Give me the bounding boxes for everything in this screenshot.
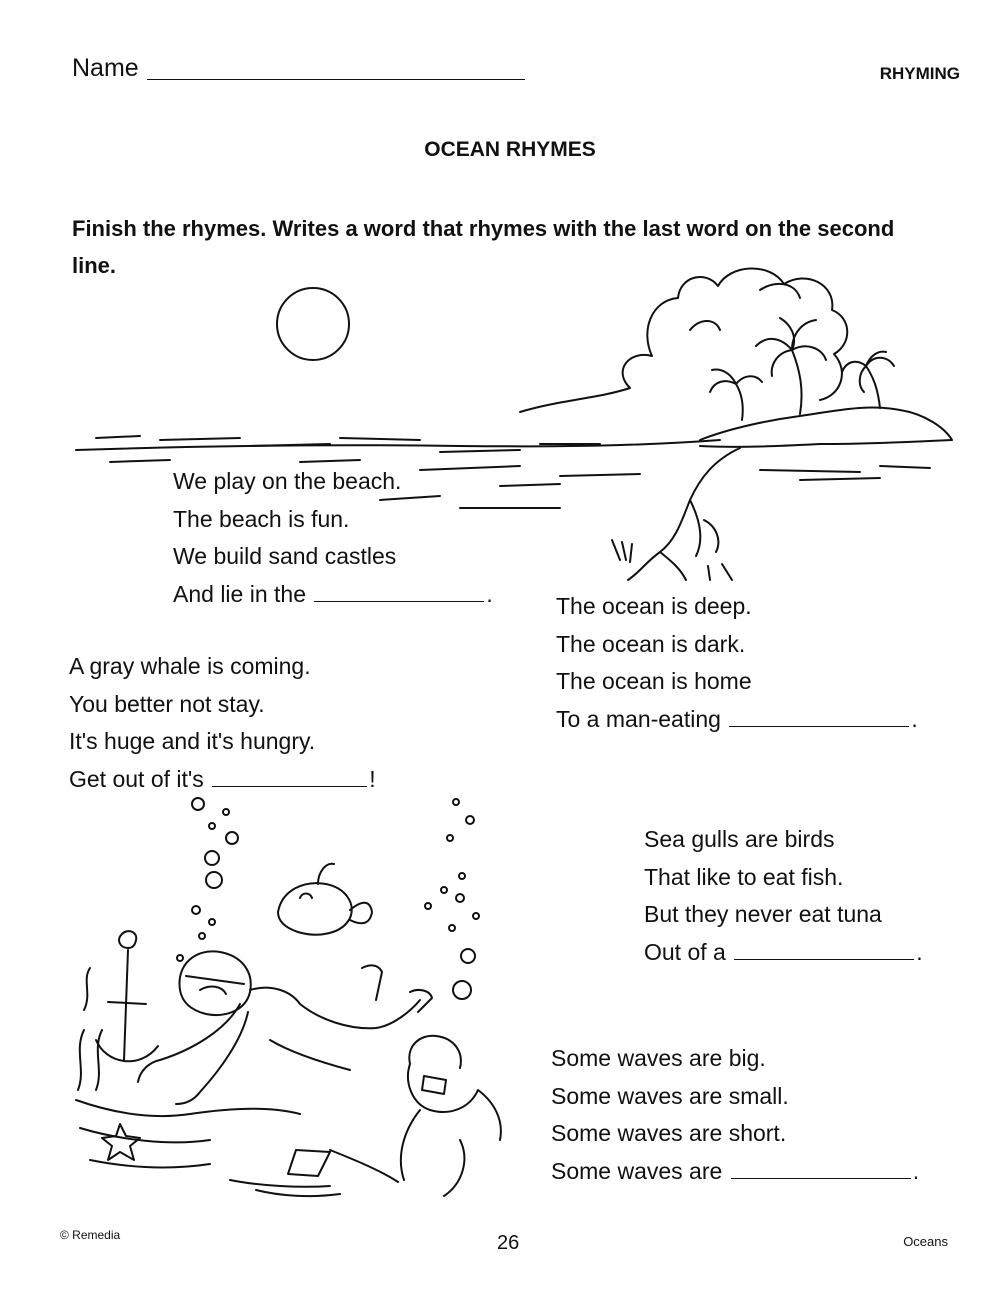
starfish-icon xyxy=(102,1124,140,1160)
poem-waves xyxy=(551,1040,919,1190)
section-label: Oceans xyxy=(903,1234,948,1249)
poem-line: The ocean is home xyxy=(556,668,752,694)
horizon-line xyxy=(76,440,720,450)
cloud-icon xyxy=(520,268,847,412)
poem-end-punctuation: . xyxy=(912,1157,920,1184)
poem-line: The beach is fun. xyxy=(173,505,350,532)
island-icon xyxy=(700,408,952,447)
poem-line: It's huge and it's hungry. xyxy=(69,728,316,754)
palm-tree-icon xyxy=(756,318,826,414)
poem-line: Some waves are big. xyxy=(551,1045,766,1071)
poem-line: A gray whale is coming. xyxy=(69,653,311,679)
seaweed-icon xyxy=(78,968,102,1090)
poem-line: Some waves are small. xyxy=(551,1082,789,1109)
poem-line: Some waves are short. xyxy=(551,1120,787,1146)
poem-sea-gulls xyxy=(644,821,923,971)
poem-end-punctuation: . xyxy=(486,580,493,607)
poem-line: Out of a xyxy=(644,938,726,965)
poem-line: And lie in the xyxy=(173,580,306,607)
anchor-icon xyxy=(96,931,158,1061)
poem-end-punctuation: ! xyxy=(369,765,376,792)
poem-end-punctuation: . xyxy=(911,705,918,732)
seabed-icon xyxy=(76,1100,340,1196)
poem-line: You better not stay. xyxy=(69,690,265,717)
answer-blank-ocean[interactable] xyxy=(729,725,909,727)
diver-icon xyxy=(138,951,432,1104)
answer-blank-waves[interactable] xyxy=(731,1177,911,1179)
page-title: OCEAN RHYMES xyxy=(424,138,596,161)
copyright-text: © Remedia xyxy=(60,1228,121,1242)
page-number: 26 xyxy=(497,1232,520,1254)
poem-line: To a man-eating xyxy=(556,705,721,732)
poem-line: That like to eat fish. xyxy=(644,863,844,890)
poem-line: Get out of it's xyxy=(69,765,204,792)
fish-icon xyxy=(278,864,372,935)
camera-diver-icon xyxy=(288,1036,501,1196)
bubbles-icon xyxy=(177,798,479,999)
name-blank-line[interactable] xyxy=(147,79,525,80)
name-label: Name xyxy=(72,54,139,82)
poem-line: We play on the beach. xyxy=(173,468,402,494)
answer-blank-whale[interactable] xyxy=(212,785,367,787)
sun-icon xyxy=(277,288,349,360)
poem-line: The ocean is dark. xyxy=(556,630,746,657)
answer-blank-sea-gulls[interactable] xyxy=(734,958,914,960)
poem-end-punctuation: . xyxy=(916,938,923,965)
answer-blank-beach[interactable] xyxy=(314,600,484,602)
poem-line: Some waves are xyxy=(551,1157,723,1184)
poem-line: Sea gulls are birds xyxy=(644,826,835,852)
topic-label: RHYMING xyxy=(879,64,960,83)
diver-scene-illustration xyxy=(76,798,501,1196)
poem-line: But they never eat tuna xyxy=(644,901,882,927)
poem-beach xyxy=(173,463,493,613)
rock-icon xyxy=(612,448,740,580)
instructions: Finish the rhymes. Writes a word that rhymes with the last word on the second line. xyxy=(72,216,895,278)
poem-ocean xyxy=(556,588,918,738)
poem-line: We build sand castles xyxy=(173,543,397,569)
poem-line: The ocean is deep. xyxy=(556,593,752,619)
poem-whale xyxy=(69,648,376,798)
